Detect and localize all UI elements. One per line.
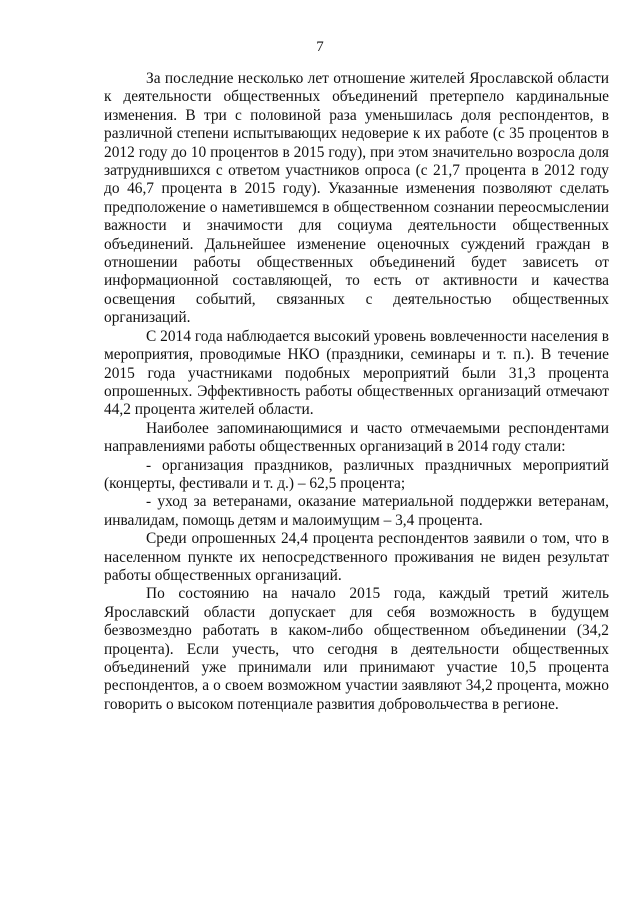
paragraph-no-result: Среди опрошенных 24,4 процента респондентов заявили о том, что в населенном пункте их непосредственного проживания не виден результат работы общественных организаций. (104, 530, 609, 584)
list-item-holidays: - организация праздников, различных праздничных мероприятий (концерты, фестивали и т. д.) – 62,5 процента; (104, 456, 609, 492)
paragraph-involvement: С 2014 года наблюдается высокий уровень вовлеченности населения в мероприятия, проводимые НКО (праздники, семинары и т. п.). В течение 2015 года участниками подобных мероприятий были 31,3 процента опрошенных. Эффективность работы общественных организаций отмечают 44,2 процента жителей области. (104, 327, 609, 419)
paragraph-attitude-change: За последние несколько лет отношение жителей Ярославской области к деятельности общественных объединений претерпело кардинальные изменения. В три с половиной раза уменьшилась доля респондентов, в различной степени испытывающих недоверие к их работе (с 35 процентов в 2012 году до 10 процентов в 2015 году), при этом значительно возросла доля затруднившихся с ответом участников опроса (с 21,7 процента в 2012 году до 46,7 процента в 2015 году). Указанные изменения позволяют сделать предположение о наметившемся в общественном сознании переосмыслении важности и значимости для социума деятельности общественных объединений. Дальнейшее изменение оценочных суждений граждан в отношении работы общественных объединений будет зависеть от информационной составляющей, то есть от активности и качества освещения событий, связанных с деятельностью общественных организаций. (104, 70, 609, 327)
paragraph-volunteering: По состоянию на начало 2015 года, каждый третий житель Ярославский области допускает для себя возможность в будущем безвозмездно работать в каком-либо общественном объединении (34,2 процента). Если учесть, что сегодня в деятельности общественных объединений уже принимали или принимают участие 10,5 процента респондентов, а о своем возможном участии заявляют 34,2 процента, можно говорить о высоком потенциале развития добровольчества в регионе. (104, 585, 609, 713)
list-item-veterans: - уход за ветеранами, оказание материальной поддержки ветеранам, инвалидам, помощь детям и малоимущим – 3,4 процента. (104, 493, 609, 529)
paragraph-directions-intro: Наиболее запоминающимися и часто отмечаемыми респондентами направлениями работы общественных организаций в 2014 году стали: (104, 419, 609, 456)
page-number: 7 (316, 39, 324, 55)
document-body (104, 70, 609, 714)
